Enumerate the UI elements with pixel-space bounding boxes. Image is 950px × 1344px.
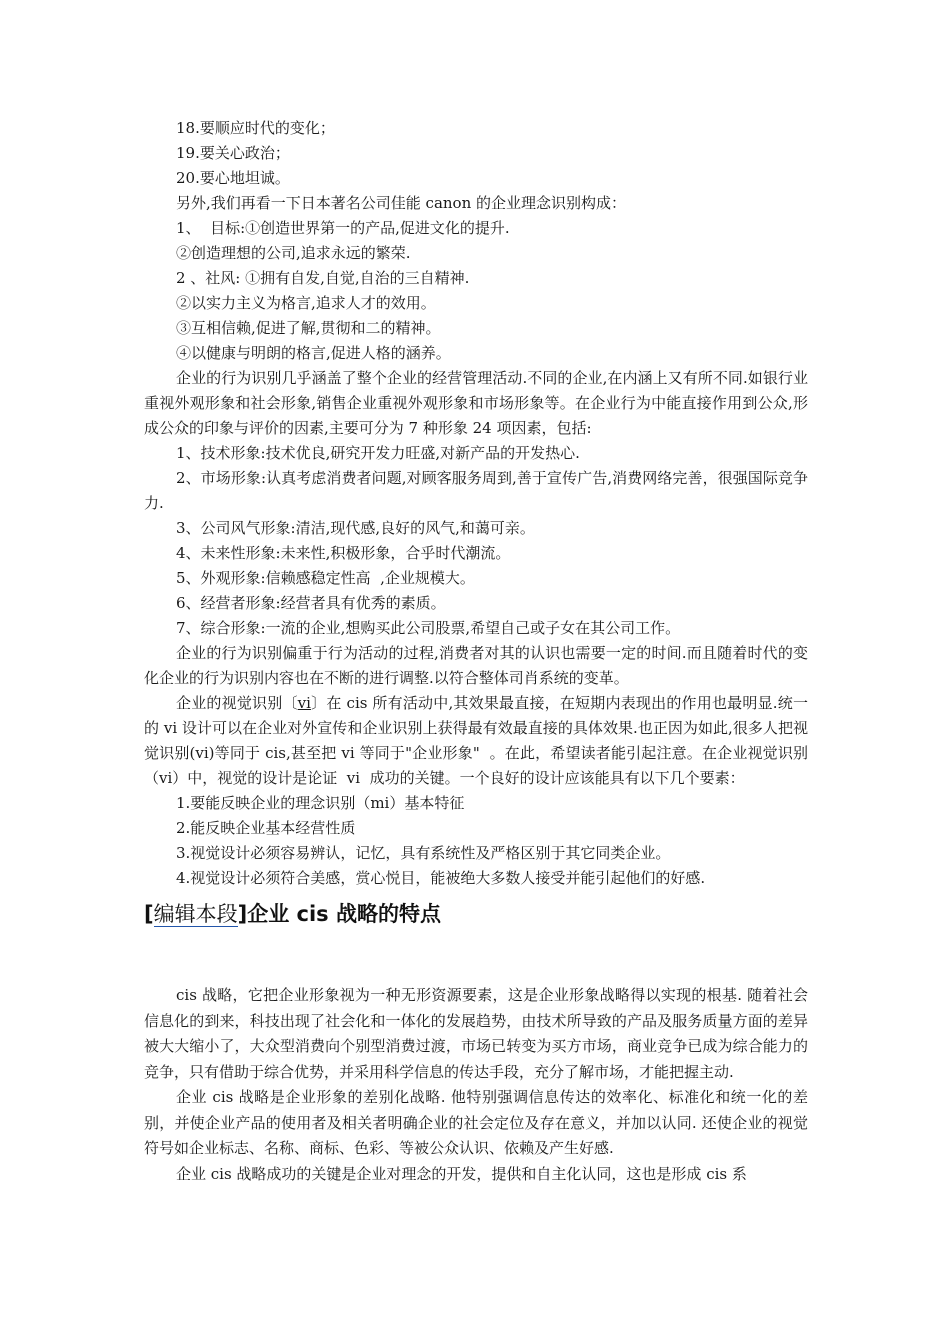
list-item: 4、未来性形象:未来性,积极形象，合乎时代潮流。 xyxy=(176,544,511,562)
list-item: 3.视觉设计必须容易辨认，记忆，具有系统性及严格区别于其它同类企业。 xyxy=(176,844,671,862)
list-item: 2、市场形象:认真考虑消费者问题,对顾客服务周到,善于宣传广告,消费网络完善，很强国际竞争力. xyxy=(144,469,808,512)
paragraph: cis 战略，它把企业形象视为一种无形资源要素，这是企业形象战略得以实现的根基. 随着社会信息化的到来，科技出现了社会化和一体化的发展趋势，由技术所导致的产品及服务质量方面的差异被大大缩小了，大众型消费向个别型消费过渡，市场已转变为买方市场，商业竞争已成为综合能力的竞争，只有借助于综合优势，并采用科学信息的传达手段，充分了解市场，才能把握主动. xyxy=(144,986,808,1081)
paragraph: 企业 cis 战略是企业形象的差别化战略. 他特别强调信息传达的效率化、标准化和统一化的差别，并使企业产品的使用者及相关者明确企业的社会定位及存在意义，并加以认同. 还使企业的视觉符号如企业标志、名称、商标、色彩、等被公众认识、依赖及产生好感. xyxy=(144,1088,808,1157)
canon-philosophy-block xyxy=(144,116,808,366)
section-heading xyxy=(144,897,808,931)
paragraph: 另外,我们再看一下日本著名公司佳能 canon 的企业理念识别构成： xyxy=(176,194,627,212)
heading-text: cis xyxy=(296,902,329,926)
list-item: ③互相信赖,促进了解,贯彻和二的精神。 xyxy=(176,319,441,337)
heading-bracket: [ xyxy=(144,902,154,926)
document-page xyxy=(144,116,808,1187)
list-item: ②以实力主义为格言,追求人才的效用。 xyxy=(176,294,436,312)
list-item: 6、经营者形象:经营者具有优秀的素质。 xyxy=(176,594,446,612)
text-segment: 企业的视觉识别〔 xyxy=(176,694,298,712)
paragraph: 企业的行为识别偏重于行为活动的过程,消费者对其的认识也需要一定的时间.而且随着时代的变化企业的行为识别内容也在不断的进行调整.以符合整体司肖系统的变革。 xyxy=(144,644,808,687)
list-item: 7、综合形象:一流的企业,想购买此公司股票,希望自己或子女在其公司工作。 xyxy=(176,619,681,637)
list-item: 2.能反映企业基本经营性质 xyxy=(176,819,356,837)
visual-identity-block xyxy=(144,691,808,891)
list-item: 3、公司风气形象:清洁,现代感,良好的风气,和蔼可亲。 xyxy=(176,519,535,537)
list-item: 2 、社风: ①拥有自发,自觉,自治的三自精神. xyxy=(176,269,470,287)
list-item: 1、技术形象:技术优良,研究开发力旺盛,对新产品的开发热心. xyxy=(176,444,580,462)
list-item: ④以健康与明朗的格言,促进人格的涵养。 xyxy=(176,344,451,362)
heading-text: 企业 xyxy=(247,902,297,926)
edit-section-link[interactable]: 编辑本段 xyxy=(153,902,238,926)
list-item: 19.要关心政治； xyxy=(176,144,290,162)
heading-text: 战略的特点 xyxy=(328,902,441,926)
list-item: 4.视觉设计必须符合美感，赏心悦目，能被绝大多数人接受并能引起他们的好感. xyxy=(176,869,706,887)
paragraph: 企业 cis 战略成功的关键是企业对理念的开发，提供和自主化认同，这也是形成 cis 系 xyxy=(176,1164,747,1183)
paragraph xyxy=(144,691,808,791)
heading-bracket: ] xyxy=(237,902,248,926)
text-segment: 〕在 cis 所有活动中,其效果最直接，在短期内表现出的作用也最明显.统一的 vi 设计可以在企业对外宣传和企业识别上获得最有效最直接的具体效果.也正因为如此,很多人把视觉识别(vi)等同于 cis,甚至把 vi 等同于"企业形象" 。在此，希望读者能引起注意。在企业视觉识别（vi）中，视觉的设计是论证 vi 成功的关键。一个良好的设计应该能具有以下几个要素： xyxy=(144,694,808,787)
paragraph: 企业的行为识别几乎涵盖了整个企业的经营管理活动.不同的企业,在内涵上又有所不同.如银行业重视外观形象和社会形象,销售企业重视外观形象和市场形象等。在企业行为中能直接作用到公众,形成公众的印象与评价的因素,主要可分为 7 种形象 24 项因素，包括: xyxy=(144,369,808,437)
cis-strategy-section xyxy=(144,983,808,1187)
list-item: ②创造理想的公司,追求永远的繁荣. xyxy=(176,244,411,262)
list-item: 20.要心地坦诚。 xyxy=(176,169,290,187)
list-item: 1.要能反映企业的理念识别（mi）基本特征 xyxy=(176,794,465,812)
vi-link[interactable]: vi xyxy=(297,694,311,712)
list-item: 5、外观形象:信赖感稳定性高 ,企业规模大。 xyxy=(176,569,475,587)
list-item: 1、 目标:①创造世界第一的产品,促进文化的提升. xyxy=(176,219,510,237)
behavior-identity-block xyxy=(144,366,808,691)
list-item: 18.要顺应时代的变化； xyxy=(176,119,335,137)
spacer xyxy=(144,931,808,983)
